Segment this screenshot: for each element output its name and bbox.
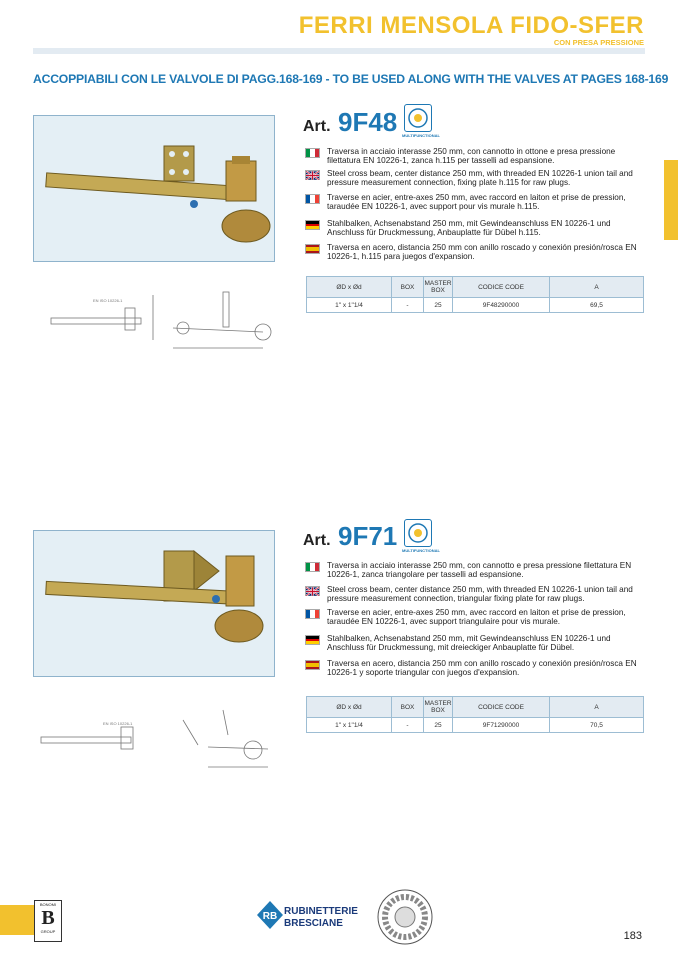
spain-flag-icon: [305, 244, 320, 254]
spec-table-9f48: [306, 276, 644, 313]
art-code-9f71: 9F71: [338, 521, 398, 551]
svg-text:RB: RB: [262, 911, 278, 922]
art-code-9f48: 9F48: [338, 107, 398, 137]
table-header-row: ØD x Ød BOX MASTER BOX CODICE CODE A: [307, 277, 644, 298]
section-subheading: ACCOPPIABILI CON LE VALVOLE DI PAGG.168-169 - TO BE USED ALONG WITH THE VALVES AT PAGES 168-169: [33, 72, 669, 86]
description-de: Stahlbalken, Achsenabstand 250 mm, mit Gewindeanschluss EN 10226-1 und Anschluss für Druckmessung, Anbauplatte für Dübel h.115.: [305, 219, 645, 238]
france-flag-icon: [305, 609, 320, 619]
art-label-9f48: Art.: [303, 118, 331, 135]
spain-flag-icon: [305, 660, 320, 670]
certification-caption: MULTIFUNCTIONAL: [402, 133, 440, 138]
page-number: 183: [623, 930, 642, 942]
description-de: Stahlbalken, Achsenabstand 250 mm, mit Gewindeanschluss EN 10226-1 und Anschluss für Druckmessung, mit dreieckiger Anbauplatte für Dübel.: [305, 634, 645, 653]
product-photo-9f71: [33, 530, 275, 677]
technical-drawing-9f48: [33, 290, 283, 355]
description-fr: Traverse en acier, entre-axes 250 mm, avec raccord en laiton et prise de pression, taraudée EN 10226-1, avec support triangulaire pour vis murale.: [305, 608, 645, 627]
description-it: Traversa in acciaio interasse 250 mm, con cannotto in ottone e presa pressione filettatura EN 10226-1, zanca h.115 per tasselli ad espansione.: [305, 147, 645, 166]
certification-icon: [404, 519, 432, 547]
page-subtitle: CON PRESA PRESSIONE: [553, 38, 644, 47]
italy-flag-icon: [305, 148, 320, 158]
header-divider: [33, 48, 645, 54]
section-tab: [664, 160, 678, 240]
iso-certification-seal: [377, 889, 433, 945]
spec-table-9f71: [306, 696, 644, 733]
germany-flag-icon: [305, 635, 320, 645]
technical-drawing-9f71: [33, 705, 283, 780]
description-es: Traversa en acero, distancia 250 mm con anillo roscado y conexión presión/rosca EN 10226-1 y soporte triangular con juegos d'expansion.: [305, 659, 645, 678]
germany-flag-icon: [305, 220, 320, 230]
description-es: Traversa en acero, distancia 250 mm con anillo roscado y conexión presión/rosca EN 10226-1, h.115 para juegos d'expansion.: [305, 243, 645, 262]
bracket-image: [34, 116, 274, 261]
brand-line2: BRESCIANE: [284, 918, 343, 929]
brand-line1: RUBINETTERIE: [284, 906, 358, 917]
italy-flag-icon: [305, 562, 320, 572]
footer-yellow-bar: [0, 905, 34, 935]
art-label-9f71: Art.: [303, 532, 331, 549]
group-logo: BONOMI B GROUP: [34, 900, 62, 942]
page-title: FERRI MENSOLA FIDO-SFER: [298, 12, 644, 39]
table-header-row: ØD x Ød BOX MASTER BOX CODICE CODE A: [307, 697, 644, 718]
svg-text:EN ISO 10226-1: EN ISO 10226-1: [93, 298, 123, 303]
certification-icon: [404, 104, 432, 132]
table-row: 1" x 1"1/4 - 25 9F48290000 69,5: [307, 298, 644, 313]
rb-logo-icon: [256, 900, 284, 930]
france-flag-icon: [305, 194, 320, 204]
uk-flag-icon: [305, 170, 320, 180]
bracket-image: [34, 531, 274, 676]
description-en: Steel cross beam, center distance 250 mm, with threaded EN 10226-1 union tail and pressure measurement connection, fixing plate h.115 for raw plugs.: [305, 169, 645, 188]
uk-flag-icon: [305, 586, 320, 596]
table-row: 1" x 1"1/4 - 25 9F71290000 70,5: [307, 718, 644, 733]
certification-caption: MULTIFUNCTIONAL: [402, 548, 440, 553]
description-it: Traversa in acciaio interasse 250 mm, con cannotto e presa pressione filettatura EN 10226-1, zanca triangolare per tasselli ad espansione.: [305, 561, 645, 580]
svg-text:EN ISO 10226-1: EN ISO 10226-1: [103, 721, 133, 726]
description-fr: Traverse en acier, entre-axes 250 mm, avec raccord en laiton et prise de pression, taraudée EN 10226-1, avec support pour vis murale h.115.: [305, 193, 645, 212]
product-photo-9f48: [33, 115, 275, 262]
description-en: Steel cross beam, center distance 250 mm, with threaded EN 10226-1 union tail and pressure measurement connection, triangular fixing plate for raw plugs.: [305, 585, 645, 604]
